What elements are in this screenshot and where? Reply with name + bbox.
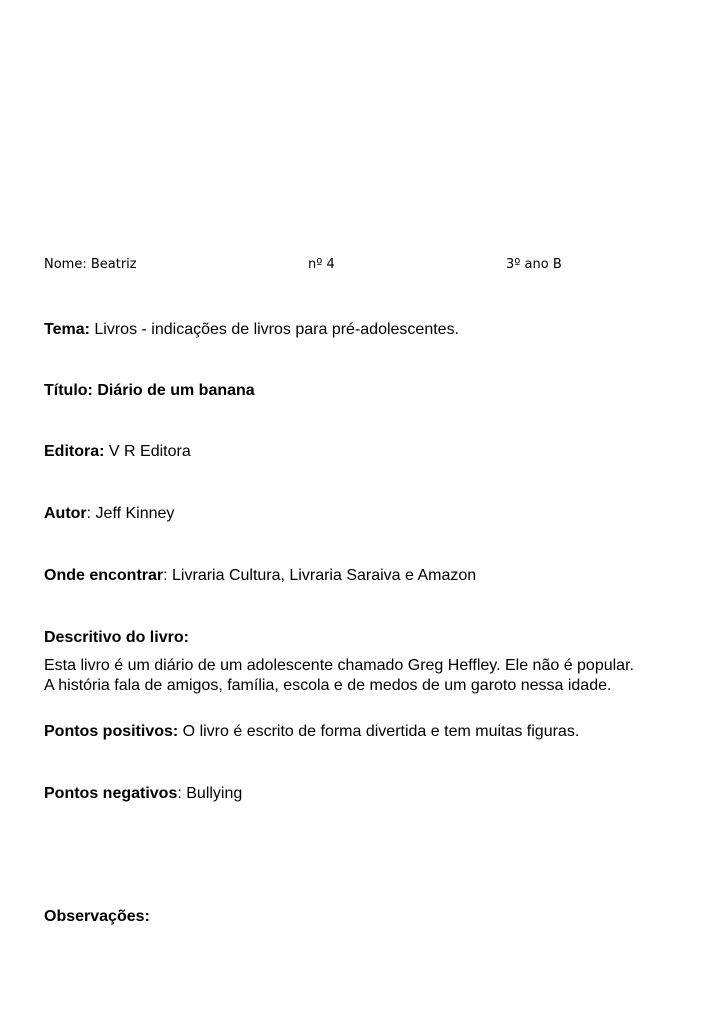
descritivo-line: Esta livro é um diário de um adolescente chamado Greg Heffley. Ele não é popular.: [44, 657, 634, 674]
student-name: Nome: Beatriz: [44, 257, 137, 272]
onde-encontrar-field: [44, 566, 704, 585]
observacoes-field: [44, 907, 704, 926]
pontos-positivos-field: [44, 722, 704, 741]
pontos-positivos-label: Pontos positivos:: [44, 723, 179, 740]
tema-value: Livros - indicações de livros para pré-adolescentes.: [89, 321, 460, 338]
pontos-positivos-value: O livro é escrito de forma divertida e tem muitas figuras.: [178, 723, 580, 740]
student-class: 3º ano B: [506, 257, 562, 272]
editora-label: Editora:: [44, 443, 105, 460]
descritivo-label: Descritivo do livro:: [44, 629, 189, 646]
descritivo-text: [44, 656, 704, 696]
descritivo-field: [44, 628, 704, 647]
onde-encontrar-value: : Livraria Cultura, Livraria Saraiva e Amazon: [163, 567, 477, 584]
titulo-field: [44, 381, 704, 400]
autor-label: Autor: [44, 505, 87, 522]
pontos-negativos-value: : Bullying: [177, 785, 243, 802]
onde-encontrar-label: Onde encontrar: [44, 567, 164, 584]
tema-label: Tema:: [44, 321, 90, 338]
pontos-negativos-label: Pontos negativos: [44, 785, 178, 802]
descritivo-line: A história fala de amigos, família, escola e de medos de um garoto nessa idade.: [44, 677, 612, 694]
observacoes-label: Observações:: [44, 908, 150, 925]
student-header: [44, 257, 684, 275]
editora-value: V R Editora: [104, 443, 191, 460]
autor-field: [44, 504, 704, 523]
editora-field: [44, 442, 704, 461]
pontos-negativos-field: [44, 784, 704, 803]
tema-field: [44, 320, 704, 339]
titulo-label: Título: Diário de um banana: [44, 382, 255, 399]
autor-value: : Jeff Kinney: [86, 505, 175, 522]
student-number: nº 4: [308, 257, 335, 272]
